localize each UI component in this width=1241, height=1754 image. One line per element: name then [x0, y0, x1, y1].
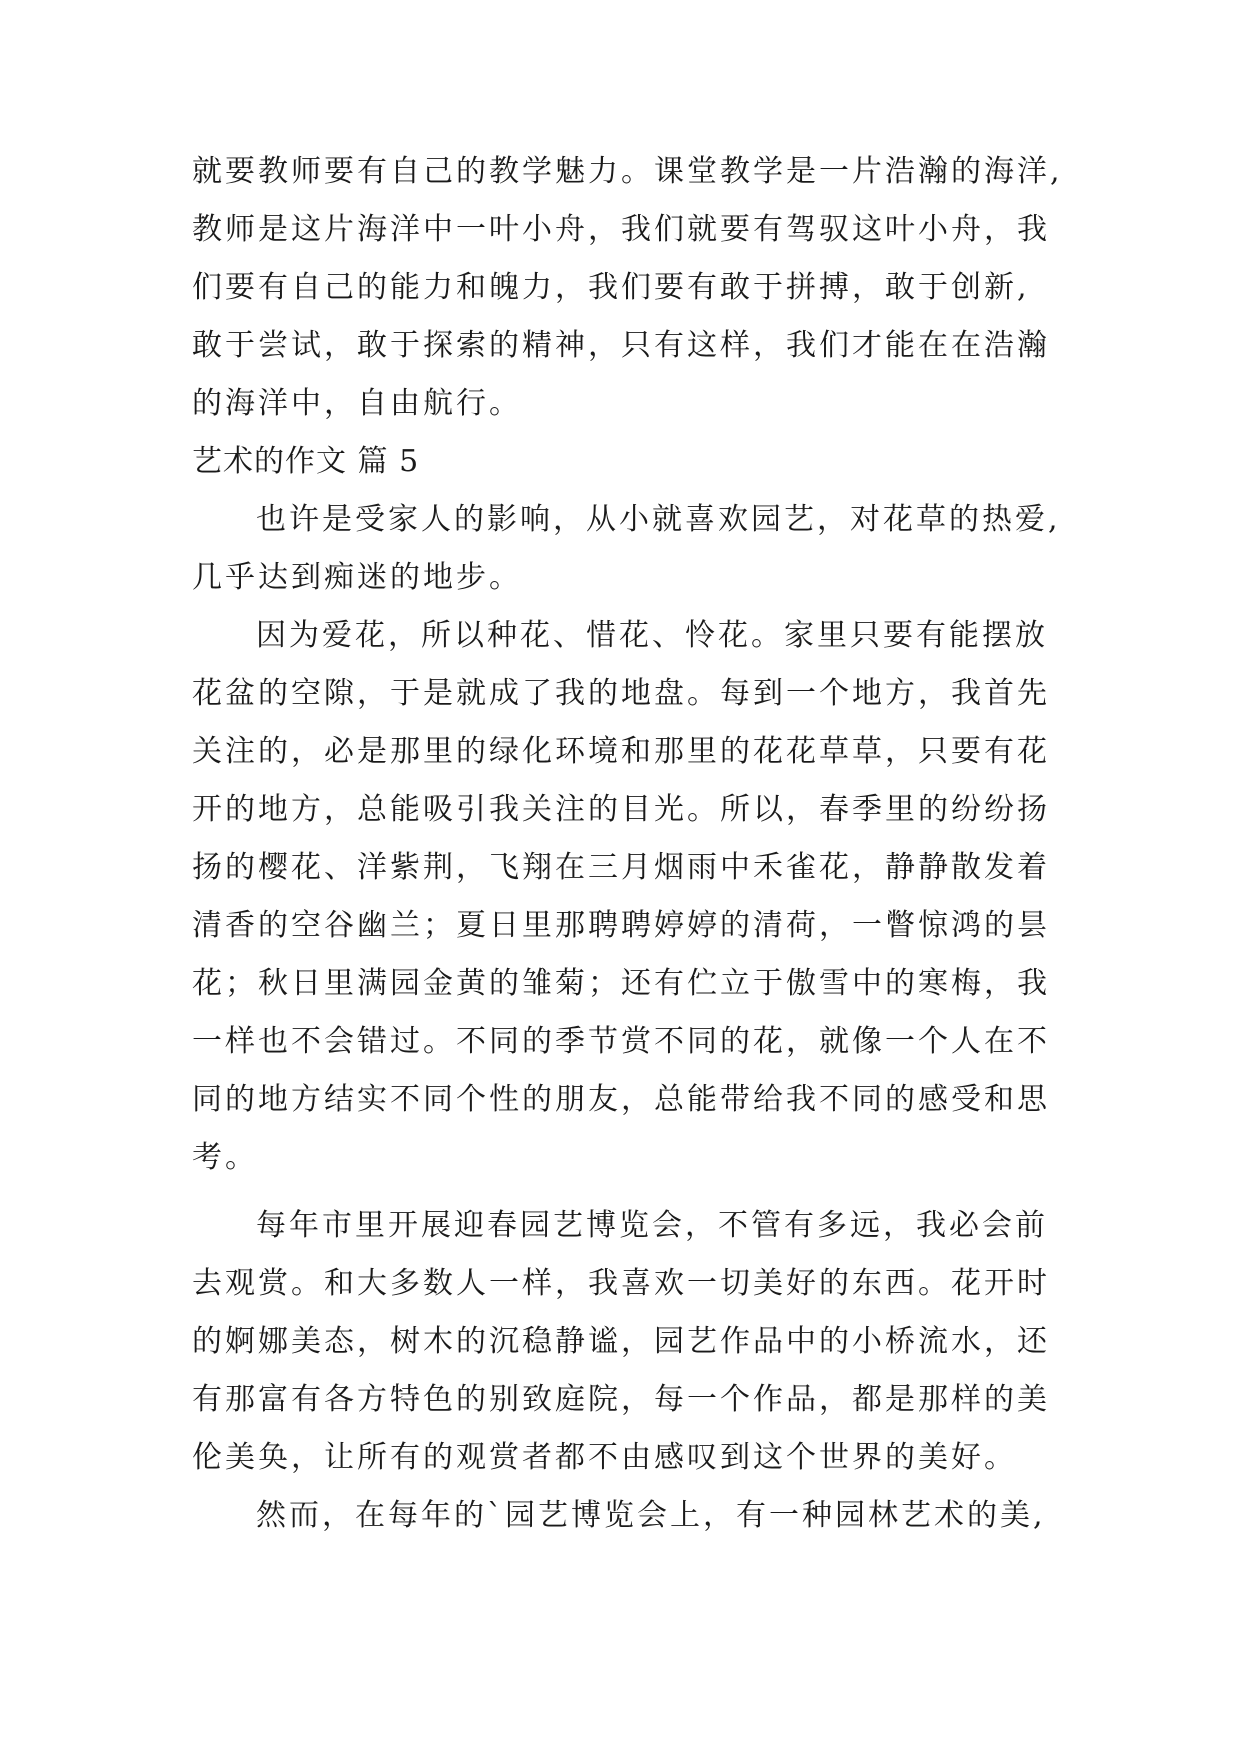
- text-line: 花盆的空隙，于是就成了我的地盘。每到一个地方，我首先: [192, 676, 1050, 711]
- text-line: 每年市里开展迎春园艺博览会，不管有多远，我必会前: [256, 1208, 1048, 1243]
- text-line: 的海洋中，自由航行。: [192, 386, 522, 421]
- text-line: 几乎达到痴迷的地步。: [192, 560, 522, 595]
- text-line: 伦美奂，让所有的观赏者都不由感叹到这个世界的美好。: [192, 1440, 1017, 1475]
- text-line: 扬的樱花、洋紫荆，飞翔在三月烟雨中禾雀花，静静散发着: [192, 850, 1050, 885]
- text-line: 敢于尝试，敢于探索的精神，只有这样，我们才能在在浩瀚: [192, 328, 1050, 363]
- text-line: 教师是这片海洋中一叶小舟，我们就要有驾驭这叶小舟，我: [192, 212, 1050, 247]
- text-line: 因为爱花，所以种花、惜花、怜花。家里只要有能摆放: [256, 618, 1048, 653]
- text-line: 去观赏。和大多数人一样，我喜欢一切美好的东西。花开时: [192, 1266, 1050, 1301]
- text-line: 同的地方结实不同个性的朋友，总能带给我不同的感受和思: [192, 1082, 1050, 1117]
- text-line: 就要教师要有自己的教学魅力。课堂教学是一片浩瀚的海洋,: [192, 154, 1063, 189]
- text-line: 也许是受家人的影响，从小就喜欢园艺，对花草的热爱,: [256, 502, 1061, 537]
- text-line: 有那富有各方特色的别致庭院，每一个作品，都是那样的美: [192, 1382, 1050, 1417]
- text-line: 考。: [192, 1140, 258, 1175]
- text-line: 一样也不会错过。不同的季节赏不同的花，就像一个人在不: [192, 1024, 1050, 1059]
- text-line: 然而，在每年的`园艺博览会上，有一种园林艺术的美,: [256, 1498, 1046, 1533]
- section-heading: 艺术的作文 篇 5: [192, 444, 420, 479]
- text-line: 的婀娜美态，树木的沉稳静谧，园艺作品中的小桥流水，还: [192, 1324, 1050, 1359]
- text-line: 们要有自己的能力和魄力，我们要有敢于拼搏，敢于创新,: [192, 270, 1030, 305]
- text-line: 开的地方，总能吸引我关注的目光。所以，春季里的纷纷扬: [192, 792, 1050, 827]
- text-line: 关注的，必是那里的绿化环境和那里的花花草草，只要有花: [192, 734, 1050, 769]
- text-line: 清香的空谷幽兰；夏日里那聘聘婷婷的清荷，一瞥惊鸿的昙: [192, 908, 1050, 943]
- text-line: 花；秋日里满园金黄的雏菊；还有伫立于傲雪中的寒梅，我: [192, 966, 1050, 1001]
